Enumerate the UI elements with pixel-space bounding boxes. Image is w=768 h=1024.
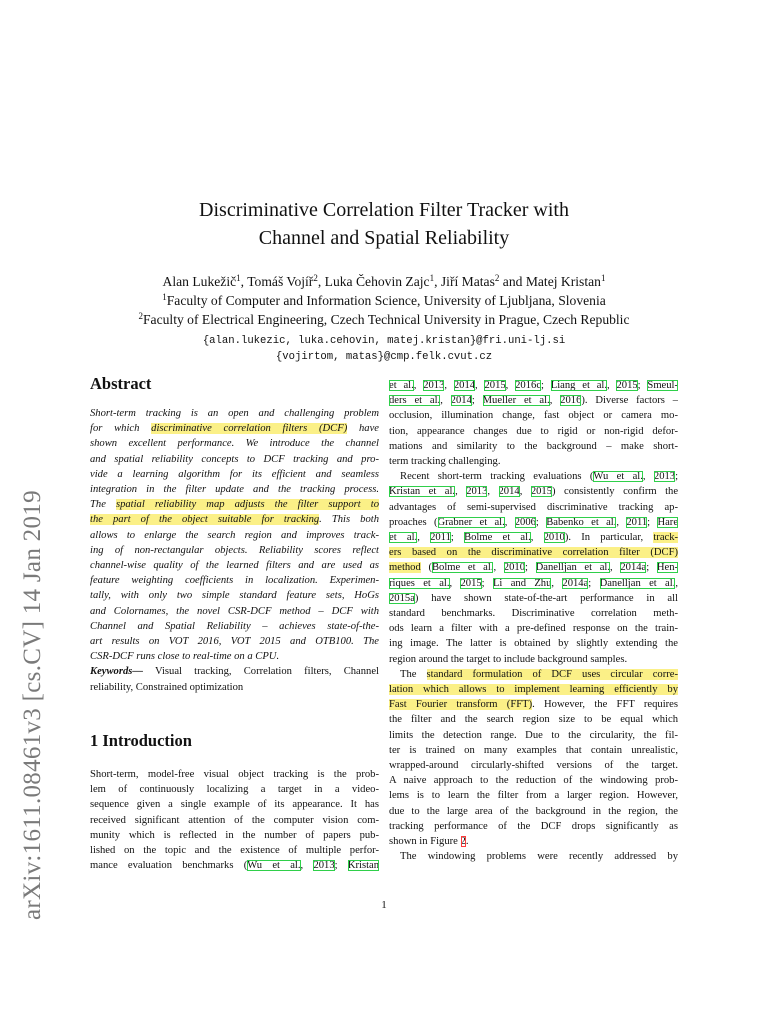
body-line: region around the target to include background samples. [389, 653, 628, 665]
author-list [84, 272, 684, 291]
citation-link[interactable]: riques et al. [389, 577, 450, 589]
citation-link[interactable]: Danelljan et al. [599, 577, 676, 589]
body-line: lems is to learn the filter from a larger region. However, [389, 790, 678, 802]
abstract-line: Short-term tracking is an open and challenging problem [90, 408, 379, 419]
email-line-2: {vojirtom, matas}@cmp.felk.cvut.cz [275, 351, 493, 363]
highlight: standard formulation of DCF uses circular corre- [426, 668, 678, 680]
body-line: ter is trained on many examples that contain unrealistic, [389, 744, 678, 756]
figure-link[interactable]: 2 [460, 836, 466, 848]
body-line: term tracking challenging. [389, 456, 501, 468]
citation-link[interactable]: Mueller et al. [482, 395, 550, 407]
body-line: The standard formulation of DCF uses circular corre- [400, 668, 678, 680]
abstract-line: CSR-DCF runs close to real-time on a CPU. [90, 651, 280, 663]
body-line: occlusion, illumination change, fast object or camera mo- [389, 410, 678, 422]
citation-link[interactable]: Grabner et al. [437, 516, 505, 528]
body-line: wrapped-around circularly-shifted versions of the target. [389, 760, 678, 772]
citation-link[interactable]: Kristan [347, 860, 379, 872]
author-name: Alan Lukežič [162, 274, 237, 289]
abstract-line: ing of non-rectangular objects. Reliability scores reflect [90, 544, 379, 556]
introduction-body [90, 767, 379, 873]
citation-link[interactable]: 2016c [515, 380, 542, 391]
citation-link[interactable]: Wu et al. [593, 471, 643, 483]
body-line: mations and similarity to the background – make short- [389, 440, 678, 452]
citation-link[interactable]: 2014a [562, 577, 589, 589]
body-line: et al., 2013, 2014, 2015, 2016c; Liang et al., 2015; Smeul- [389, 380, 678, 391]
citation-link[interactable]: Babenko et al. [546, 516, 617, 528]
affiliation-mark: 1 [600, 273, 606, 283]
citation-link[interactable]: 2014 [453, 380, 476, 391]
body-line: proaches (Grabner et al., 2006; Babenko et al., 2011; Hare [389, 516, 678, 528]
highlight: discriminative correlation filters (DCF) [151, 423, 348, 435]
citation-link[interactable]: 2014 [450, 395, 472, 407]
abstract-heading: Abstract [90, 374, 152, 393]
abstract-line: integration in the filter update and the tracking process. [90, 484, 379, 496]
body-line: Recent short-term tracking evaluations (Wu et al., 2013; [400, 471, 678, 483]
keywords-line: Keywords— Visual tracking, Correlation filters, Channel [90, 666, 379, 678]
citation-link[interactable]: 2015 [460, 577, 482, 589]
highlight: lation which allows to implement learning efficiently by [389, 684, 678, 696]
abstract-body [90, 406, 379, 695]
body-line: ing image. The latter is obtained by slightly extending the [389, 638, 678, 650]
body-line: Fast Fourier transform (FFT). However, the FFT requires [389, 699, 678, 711]
body-line: the filter and the search region size to be equal which [389, 714, 678, 726]
intro-line: received significant attention of the computer vision com- [90, 814, 379, 826]
abstract-line: feature weighting coefficients in localization. Experimen- [90, 575, 379, 587]
abstract-line: Channel and Spatial Reliability – achieves state-of-the- [90, 620, 379, 632]
body-line: limits the detection range. Due to the circularity, the fil- [389, 729, 678, 741]
intro-line: Short-term, model-free visual object tracking is the prob- [90, 769, 379, 780]
affiliation-text: Faculty of Electrical Engineering, Czech Technical University in Prague, Czech Republic [143, 312, 630, 327]
affiliation-mark: 1 [236, 273, 241, 283]
paper-title [84, 196, 684, 252]
citation-link[interactable]: Li and Zhu [492, 577, 552, 589]
citation-link[interactable]: 2013 [466, 486, 488, 498]
title-line-1: Discriminative Correlation Filter Tracker with [199, 199, 569, 221]
abstract-line: tally, with only two simple standard feature sets, HoGs [90, 590, 379, 602]
body-line: tracking performance of the DCF drops significantly as [389, 820, 678, 832]
affiliation-text: Faculty of Computer and Information Science, University of Ljubljana, Slovenia [166, 293, 606, 308]
citation-link[interactable]: 2015 [530, 486, 552, 498]
affiliation-mark: 2 [138, 311, 143, 321]
citation-link[interactable]: 2013 [423, 380, 445, 391]
body-line: tion, appearance changes due to rigid or non-rigid defor- [389, 425, 678, 437]
affiliation-2 [84, 310, 684, 329]
affiliation-mark: 1 [429, 273, 435, 283]
body-line: shown in Figure 2. [389, 836, 469, 848]
citation-link[interactable]: 2011 [626, 516, 648, 528]
right-column [389, 378, 678, 865]
abstract-line: The spatial reliability map adjusts the filter support to [90, 499, 379, 511]
body-line: 2015a) have shown state-of-the-art performance in all [389, 592, 678, 604]
body-line: et al., 2011; Bolme et al., 2010). In particular, track- [389, 532, 678, 544]
abstract-line: art results on VOT 2016, VOT 2015 and OTB100. The [90, 636, 379, 648]
citation-link[interactable]: 2015 [616, 380, 638, 391]
title-line-2: Channel and Spatial Reliability [258, 227, 510, 249]
body-line: due to the large area of the background in the region, the [389, 805, 678, 817]
body-line [389, 545, 678, 560]
citation-link[interactable]: 2015 [484, 380, 506, 391]
citation-link[interactable]: Bolme et al. [431, 562, 494, 574]
body-line: standard benchmarks. Discriminative correlation meth- [389, 608, 678, 620]
citation-link[interactable]: Danelljan et al. [535, 562, 611, 574]
affiliation-mark: 1 [162, 292, 167, 302]
citation-link[interactable]: 2011 [430, 532, 451, 544]
citation-link[interactable]: ders et al. [389, 395, 441, 407]
citation-link[interactable]: Hare [657, 516, 678, 528]
citation-link[interactable]: 2013 [313, 860, 335, 872]
body-line: ods learn a filter with a pre-defined response on the train- [389, 623, 678, 635]
intro-line: munity which is reflected in the number of papers pub- [90, 829, 379, 841]
highlight: method [389, 562, 421, 574]
author-name: , Tomáš Vojíř [240, 274, 314, 289]
citation-link[interactable]: 2006 [514, 516, 536, 528]
affiliation-mark: 2 [494, 273, 500, 283]
citation-link[interactable]: 2016 [560, 395, 582, 407]
highlight: Fast Fourier transform (FFT) [389, 699, 533, 711]
abstract-line: channel-wise quality of the learned filters and are used as [90, 560, 379, 572]
intro-line: mance evaluation benchmarks (Wu et al., 2013; Kristan [90, 860, 379, 872]
abstract-line: for which discriminative correlation filters (DCF) have [90, 423, 379, 435]
intro-line: sequence given a single example of its appearance. It has [90, 799, 379, 811]
keywords-label: Keywords— [90, 666, 143, 678]
author-name: , Jiří Matas [434, 274, 495, 289]
body-line: The windowing problems were recently addressed by [400, 851, 678, 863]
citation-link[interactable]: 2010 [503, 562, 525, 574]
body-line: A naive approach to the reduction of the windowing prob- [389, 775, 678, 787]
body-line: advantages of semi-supervised discriminative tracking ap- [389, 501, 678, 513]
citation-link[interactable]: Wu et al. [247, 860, 301, 872]
abstract-line: and spatial reliability concepts to DCF tracking and pro- [90, 453, 379, 465]
body-line: method (Bolme et al., 2010; Danelljan et al., 2014a; Hen- [389, 562, 678, 574]
highlight: track- [653, 532, 678, 544]
body-line: ders et al., 2014; Mueller et al., 2016). Diverse factors – [389, 395, 678, 407]
abstract-line: and Colornames, the novel CSR-DCF method – DCF with [90, 605, 379, 617]
affiliation-mark: 2 [313, 273, 318, 283]
body-line: Kristan et al., 2013, 2014, 2015) consistently confirm the [389, 486, 678, 498]
citation-link[interactable]: 2010 [543, 532, 565, 544]
highlight: spatial reliability map adjusts the filter support to [115, 499, 379, 511]
abstract-line: vide a learning algorithm for its efficient and seamless [90, 468, 379, 480]
body-line: riques et al., 2015; Li and Zhu, 2014a; Danelljan et al., [389, 577, 678, 589]
abstract-line: shown excellent performance. We introduce the channel [90, 438, 379, 450]
citation-link[interactable]: Hen- [656, 562, 678, 574]
citation-link[interactable]: Smeul- [647, 380, 678, 391]
page-number: 1 [381, 899, 387, 911]
author-name: , Luka Čehovin Zajc [317, 274, 430, 289]
keywords-line: reliability, Constrained optimization [90, 681, 244, 693]
highlight: the part of the object suitable for tracking [90, 514, 320, 526]
citation-link[interactable]: et al. [389, 380, 414, 391]
email-line-1: {alan.lukezic, luka.cehovin, matej.kristan}@fri.uni-lj.si [202, 335, 566, 347]
citation-link[interactable]: 2014a [620, 562, 647, 574]
intro-line: lem of continuously localizing a target in a video- [90, 784, 379, 796]
citation-link[interactable]: et al. [389, 532, 418, 544]
intro-line: lished on the topic and the existence of multiple perfor- [90, 845, 379, 857]
arxiv-identifier: arXiv:1611.08461v3 [cs.CV] 14 Jan 2019 [19, 490, 46, 920]
citation-link[interactable]: Bolme et al. [464, 532, 531, 544]
introduction-heading: 1 Introduction [90, 731, 192, 750]
abstract-line: allows to enlarge the search region and improves track- [90, 529, 379, 541]
citation-link[interactable]: 2015a [389, 592, 415, 604]
highlight: ers based on the discriminative correlation filter (DCF) [389, 547, 678, 559]
body-line [389, 682, 678, 697]
citation-link[interactable]: 2014 [498, 486, 520, 498]
affiliation-1 [84, 291, 684, 310]
citation-link[interactable]: Kristan et al. [389, 486, 456, 498]
citation-link[interactable]: Liang et al. [550, 380, 608, 391]
citation-link[interactable]: 2013 [653, 471, 676, 483]
author-name: and Matej Kristan [499, 274, 601, 289]
abstract-line: the part of the object suitable for tracking. This both [90, 514, 379, 526]
